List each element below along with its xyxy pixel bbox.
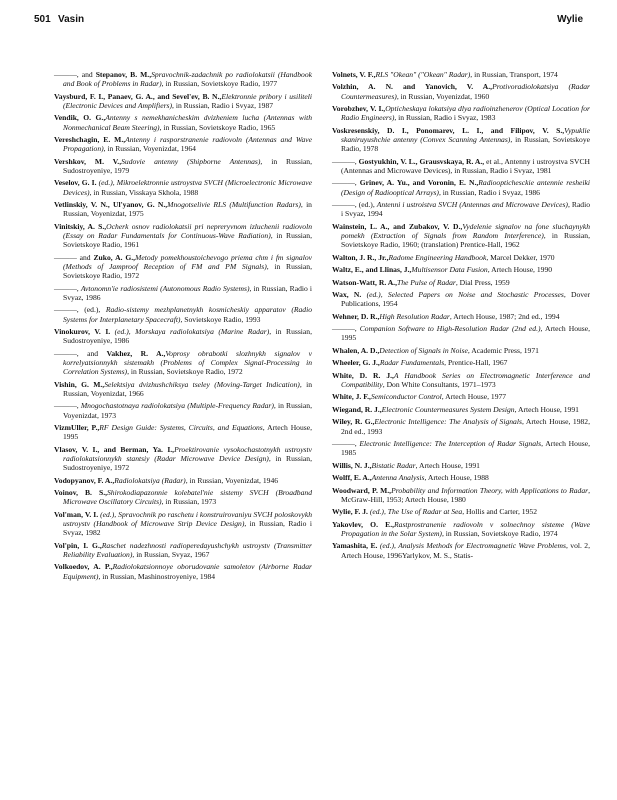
entry-details: , Artech House, 1982, 2nd ed., 1993 <box>341 417 590 436</box>
entry-title: Vypuklie skaniruyushchie antenny (Convex Scanning Antennas) <box>341 125 590 145</box>
entry-details: , in Russian, Sovietskoye Radio, 1972 <box>63 262 312 281</box>
running-header <box>34 14 583 28</box>
entry-title: Shirokodiapazonnie kolebatel'nie sistemy SVCH (Broadband Microwave Oscillatory Circuits) <box>63 488 312 507</box>
entry-author: Vakhez, R. A., <box>106 348 166 358</box>
bibliography-entry <box>54 541 312 560</box>
bibliography-entry <box>332 200 590 219</box>
entry-author: Vlasov, V. I., and Berman, Ya. I., <box>54 444 175 454</box>
bibliography-entry <box>54 92 312 111</box>
entry-title: Metody pomekhoustoichevogo priema chm i fm signalov (Methods of Jamproof Reception of FM and PM Signals) <box>63 252 312 271</box>
bibliography-entry <box>332 461 590 470</box>
entry-title: (ed.), Mikroelektronnie ustroystva SVCH (Microelectronic Microwave Devices) <box>63 178 312 197</box>
entry-details: , in Russian, Sudostroyeniye, 1986 <box>63 327 312 346</box>
bibliography-entry <box>54 445 312 473</box>
entry-author: Vodopyanov, F. A., <box>54 475 115 485</box>
bibliography-entry <box>332 371 590 390</box>
bibliography-entry <box>332 324 590 343</box>
bibliography-entry <box>332 507 590 516</box>
entry-author: Zuko, A. G., <box>93 252 136 262</box>
entry-details: , Marcel Dekker, 1970 <box>486 252 555 262</box>
entry-title: Multisensor Data Fusion <box>411 265 488 275</box>
entry-prefix: ——— and <box>54 252 94 262</box>
entry-title: (ed.), Selected Papers on Noise and Stochastic Processes <box>361 290 564 300</box>
entry-author: Wheeler, G. J., <box>332 358 380 368</box>
bibliography-entry <box>332 253 590 262</box>
entry-details: , vol. 2, Artech House, 1996Yarlykov, M. S., Statis- <box>341 541 590 560</box>
entry-details: , Artech House, 1977 <box>441 392 507 402</box>
entry-details: , Artech House, 1995 <box>63 423 312 442</box>
entry-author: Yamashita, E. <box>332 541 378 551</box>
entry-author: Vishin, G. M., <box>54 379 105 389</box>
bibliography-entry <box>54 157 312 176</box>
entry-author: Volzhin, A. N. and Yanovich, V. A., <box>332 82 493 92</box>
bibliography-entry <box>332 278 590 287</box>
entry-details: , in Russian, Sovietskoye Radio, 1965 <box>159 122 276 132</box>
entry-details: , in Russian, Sovietskoye Radio, 1972 <box>127 367 243 377</box>
entry-title: Rastprostranenie radiovoln v solnechnoy sisteme (Wave Propagation in the Solar System) <box>341 519 590 538</box>
entry-author: VizmUller, P., <box>54 423 100 433</box>
entry-details: , in Russian, Radio i Svyaz, 1983 <box>394 113 496 123</box>
bibliography-entry <box>54 253 312 281</box>
bibliography-entry <box>332 178 590 197</box>
entry-prefix: ———, <box>332 439 360 448</box>
entry-title: Radiolokatsionnoye oborudovanie samoletov (Airborne Radar Equipment) <box>63 562 312 581</box>
entry-title: Voprosy obrabotki slozhnykh signalov v korrelyatsionnykh sistemakh (Problems of Complex Signal-Processing in Correlation Systems) <box>63 348 312 377</box>
bibliography-entry <box>54 510 312 538</box>
entry-title: Radiooptichesckie antennie resheiki (Design of Radiooptical Arrays) <box>341 178 590 197</box>
entry-title: Spravochnik-zadachnik po radiolokatsii (Handbook and Book of Problems in Radar) <box>63 70 312 89</box>
bibliography-entry <box>332 417 590 436</box>
entry-title: Antenny i rasporstranenie radiovoln (Antennas and Wave Propagation) <box>63 135 312 154</box>
bibliography-entry <box>54 113 312 132</box>
entry-details: , in Russian, Radio i Svyaz, 1987 <box>172 100 274 110</box>
bibliography-entry <box>332 222 590 250</box>
entry-details: , in Russian, Voyenizdat, 1975 <box>63 200 312 219</box>
entry-title: Companion Software to High-Resolution Radar (2nd ed.) <box>359 324 541 334</box>
bibliography-entry <box>332 157 590 176</box>
bibliography-entry <box>54 476 312 485</box>
entry-title: (ed.), Morskaya radiolokatsiya (Marine Radar) <box>110 327 270 337</box>
entry-title: Semiconductor Control <box>370 392 442 402</box>
entry-details: , Dial Press, 1959 <box>455 277 510 287</box>
entry-details: , Radio i Svyaz, 1994 <box>341 200 591 219</box>
entry-details: , in Russian, Sovietskoye Radio, 1961 <box>63 231 312 250</box>
entry-author: Vinitskiy, A. S., <box>54 221 107 231</box>
entry-author: Wiegand, R. J., <box>332 404 382 414</box>
entry-author: Vinokurov, V. I. <box>54 327 111 337</box>
entry-prefix: ———, (ed.), <box>332 200 377 210</box>
entry-title: Avtonomn'ie radiosistemi (Autonomous Radio Systems) <box>80 283 250 293</box>
entry-prefix: ———, and <box>54 348 107 358</box>
bibliography-entry <box>332 265 590 274</box>
entry-title: Mnogotselivie RLS (Multifunction Radars) <box>167 200 301 210</box>
entry-author: Walton, J. R., Jr., <box>332 252 389 262</box>
entry-prefix: ———, (ed.), <box>54 305 106 315</box>
entry-details: et al., Antenny i ustroystva SVCH (Antennas and Microwave Devices), in Russian, Radio i Svyaz, 1981 <box>341 156 590 175</box>
entry-details: , in Russian, Radio i Svyaz, 1986 <box>438 187 540 197</box>
entry-details: , Artech House, 1991 <box>415 460 480 470</box>
entry-title: Electronic Intelligence: The Analysis of Signals <box>374 417 522 427</box>
entry-details: , in Russian, Svyaz, 1967 <box>132 550 210 559</box>
entry-details: , in Russian, Voyenizdat, 1964 <box>103 144 196 154</box>
bibliography-entry <box>332 126 590 154</box>
entry-author: Watson-Watt, R. A., <box>332 277 397 287</box>
entry-title: Ocherk osnov radiolokatsii pri nepreryvnom izluchenii radiovoln (Essay on Radar Fundamentals for Continuous-Wave Radiation) <box>63 221 312 241</box>
entry-title: Proektirovanie vysokochastotnykh ustroystv radiolokatsionnykh stantsiy (Radar Microwave Device Design) <box>63 444 312 463</box>
entry-details: , in Russian, Sovietskoye Radio, 1978 <box>341 135 590 154</box>
bibliography-entry <box>332 104 590 123</box>
entry-details: , Artech House, 1985 <box>341 439 590 458</box>
entry-details: , Sovietskoye Radio, 1993 <box>180 314 261 324</box>
entry-details: , in Russian, Voyenizdat, 1960 <box>396 91 490 101</box>
entry-title: Radiolokatsiya (Radar) <box>114 475 186 485</box>
bibliography-entry <box>54 284 312 303</box>
header-right: Wylie <box>557 14 583 25</box>
bibliography-entry <box>332 346 590 355</box>
entry-author: Yakovlev, O. E., <box>332 519 395 529</box>
entry-details: , Artech House, 1987; 2nd ed., 1994 <box>449 311 560 321</box>
entry-author: Grinev, A. Yu., and Voronin, E. N., <box>359 178 479 188</box>
entry-author: Vol'man, V. I. <box>54 509 99 519</box>
entry-title: Probability and Information Theory, with Applications to Radar <box>391 485 589 495</box>
entry-title: Radome Engineering Handbook <box>388 252 487 262</box>
entry-prefix: ———, <box>332 324 360 334</box>
entry-title: Elektronnie pribory i usiliteli (Electronic Devices and Amplifiers) <box>63 91 312 110</box>
bibliography-entry <box>332 486 590 505</box>
entry-title: Mnogochastotnaya radiolokatsiya (Multiple-Frequency Radar) <box>80 401 274 411</box>
bibliography-entry <box>54 305 312 324</box>
entry-title: The Pulse of Radar <box>396 277 456 287</box>
entry-author: White, D. R. J., <box>332 370 394 380</box>
entry-details: , Artech House, 1988 <box>424 473 489 483</box>
entry-author: Voskresenskiy, D. I., Ponomarev, L. I., and Filipov, V. S., <box>332 125 565 135</box>
entry-prefix: ———, and <box>54 70 96 79</box>
entry-author: Veselov, G. I. <box>54 178 97 188</box>
entry-author: Wainstein, L. A., and Zubakov, V. D., <box>332 221 463 231</box>
page-number: 501 <box>34 14 51 25</box>
entry-title: Antenna Analysis <box>371 473 425 483</box>
entry-details: , Artech House, 1990 <box>487 265 553 275</box>
bibliography-entry <box>332 312 590 321</box>
entry-title: Electronic Intelligence: The Interception of Radar Signals <box>359 439 542 448</box>
entry-details: , in Russian, Sudostroyeniye, 1972 <box>63 454 312 473</box>
entry-details: , in Russian, Radio i Svyaz, 1986 <box>63 283 313 302</box>
entry-title: RLS "Okean" ("Okean" Radar) <box>375 70 471 79</box>
bibliography-entry <box>54 401 312 420</box>
bibliography-entry <box>332 358 590 367</box>
entry-author: Vershkov, M. V., <box>54 156 122 166</box>
entry-title: Selektsiya dvizhushchiksya tseley (Moving-Target Indication) <box>104 379 300 389</box>
entry-author: Volkoedov, A. P., <box>54 562 113 572</box>
entry-title: Protivoradiolokatsiya (Radar Countermeasures) <box>341 82 591 101</box>
entry-details: , Artech House, 1995 <box>341 324 591 343</box>
entry-title: Raschet nadezhnosti radioperedayushchykh ustroystv (Transmitter Reliability Evaluation) <box>63 540 312 559</box>
entry-author: Volnets, V. F., <box>332 70 376 79</box>
entry-details: , in Russian, Voyenizdat, 1973 <box>63 401 312 420</box>
entry-details: , in Russian, Radio i Svyaz, 1982 <box>63 519 312 538</box>
entry-prefix: ———, <box>332 178 360 188</box>
entry-author: Wax, N. <box>332 290 362 300</box>
entry-title: Bistatic Radar <box>371 460 416 470</box>
entry-author: White, J. F., <box>332 392 371 402</box>
bibliography-entry <box>332 439 590 458</box>
bibliography-entry <box>54 349 312 377</box>
entry-title: Electronic Countermeasures System Design <box>381 404 515 414</box>
entry-title: Detection of Signals in Noise <box>379 345 468 355</box>
header-author: Vasin <box>58 14 85 25</box>
bibliography-entry <box>54 423 312 442</box>
left-column <box>54 70 312 584</box>
entry-details: , Dover Publications, 1954 <box>341 290 590 309</box>
entry-author: Waltz, E., and Llinas, J., <box>332 265 412 275</box>
entry-author: Wolff, E. A., <box>332 473 372 483</box>
bibliography-entry <box>332 82 590 101</box>
entry-details: , in Russian, Sudostroyeniye, 1979 <box>63 156 313 175</box>
entry-prefix: ———, <box>332 156 359 166</box>
bibliography-entry <box>332 70 590 79</box>
entry-details: , in Russian, Voyenizdat, 1966 <box>63 379 312 398</box>
entry-author: Voinov, B. S., <box>54 488 107 498</box>
entry-title: RF Design Guide: Systems, Circuits, and Equations <box>99 423 263 433</box>
entry-title: Antenny s nemekhanicheskim dvizheniem lucha (Antennas with Nonmechanical Beam Steering) <box>63 113 312 132</box>
entry-author: Vol'pin, I. G., <box>54 540 102 550</box>
bibliography-entry <box>54 327 312 346</box>
entry-author: Vereshchagin, E. M., <box>54 135 126 145</box>
bibliography-entry <box>54 488 312 507</box>
entry-details: , Prentice-Hall, 1967 <box>444 358 508 368</box>
entry-author: Stepanov, B. M., <box>95 70 152 79</box>
entry-author: Vaysburd, F. I., Panaev, G. A., and Sevel'ev, B. N., <box>54 91 222 101</box>
bibliography-entry <box>54 562 312 581</box>
right-column <box>332 70 590 563</box>
entry-details: , Academic Press, 1971 <box>467 345 539 355</box>
bibliography-entry <box>332 392 590 401</box>
entry-title: Sudovie antenny (Shipborne Antennas) <box>121 156 261 166</box>
entry-author: Whalen, A. D., <box>332 345 380 355</box>
entry-details: , in Russian, Visskaya Skhola, 1988 <box>89 187 199 197</box>
bibliography-entry <box>332 290 590 309</box>
entry-title: (ed.), Spravochnik po raschetu i konstruirovaniyu SVCH poloskovykh ustroystv (Handbook of Microwave Strip Device Design) <box>63 509 313 529</box>
bibliography-entry <box>332 541 590 560</box>
entry-author: Woodward, P. M., <box>332 485 392 495</box>
entry-details: , in Russian, Voyenizdat, 1946 <box>185 475 279 485</box>
bibliography-entry <box>54 200 312 219</box>
bibliography-entry <box>54 178 312 197</box>
entry-title: High Resolution Radar <box>379 311 450 321</box>
entry-details: , Hollis and Carter, 1952 <box>462 507 537 517</box>
entry-author: Willis, N. J., <box>332 460 372 470</box>
entry-author: Wiley, R. G., <box>332 417 375 427</box>
bibliography-entry <box>332 473 590 482</box>
entry-title: A Handbook Series on Electromagnetic Interference and Compatibility <box>341 370 590 389</box>
entry-title: Radio-sistemy mezhplanetnykh kosmicheskiy apparatov (Radio Systems for Interplanetary Spacecraft) <box>63 305 313 324</box>
entry-title: Vydelenie signalov na fone sluchaynykh pomekh (Extraction of Signals from Random Interference) <box>341 221 590 241</box>
bibliography-entry <box>54 70 312 89</box>
bibliography-entry <box>54 135 312 154</box>
bibliography-entry <box>332 405 590 414</box>
entry-prefix: ———, <box>54 401 81 411</box>
entry-author: Gostyukhin, V. L., Grausvskaya, R. A., <box>358 156 485 166</box>
entry-details: , in Russian, Mashinostroyeniye, 1984 <box>98 571 216 581</box>
entry-title: (ed.), The Use of Radar at Sea <box>367 507 463 517</box>
entry-prefix: ———, <box>54 283 81 293</box>
entry-details: , in Russian, Transport, 1974 <box>470 70 558 79</box>
entry-details: , in Russian, Sovietskoye Radio, 1977 <box>161 79 278 89</box>
entry-details: , in Russian, Sovietskoye Radio, 1960; (translation) Prentice-Hall, 1962 <box>341 231 590 250</box>
entry-title: Opticheskaya lokatsiya dlya radioinzhenerov (Optical Location for Radio Engineers) <box>341 104 590 123</box>
bibliography-entry <box>54 380 312 399</box>
entry-author: Wylie, F. J. <box>332 507 368 517</box>
bibliography-entry <box>332 520 590 539</box>
entry-details: , in Russian, 1973 <box>161 497 217 507</box>
entry-author: Vetlinskiy, V. N., Ul'yanov, G. N., <box>54 200 168 210</box>
entry-details: , McGraw-Hill, 1953; Artech House, 1980 <box>341 485 590 504</box>
entry-details: , Artech House, 1991 <box>514 404 579 414</box>
entry-title: Radar Fundamentals <box>379 358 445 368</box>
entry-author: Vendik, O. G., <box>54 113 106 123</box>
entry-title: Antenni i ustroistva SVCH (Antennas and Microwave Devices) <box>376 200 568 210</box>
bibliography-entry <box>54 222 312 250</box>
entry-author: Vorobzhev, V. I., <box>332 104 386 114</box>
entry-details: , in Russian, Sovietskoye Radio, 1974 <box>441 528 558 538</box>
entry-title: (ed.), Analysis Methods for Electromagnetic Wave Problems <box>377 541 566 551</box>
entry-author: Wehner, D. R., <box>332 311 380 321</box>
entry-details: , Don White Consultants, 1971–1973 <box>382 380 496 389</box>
